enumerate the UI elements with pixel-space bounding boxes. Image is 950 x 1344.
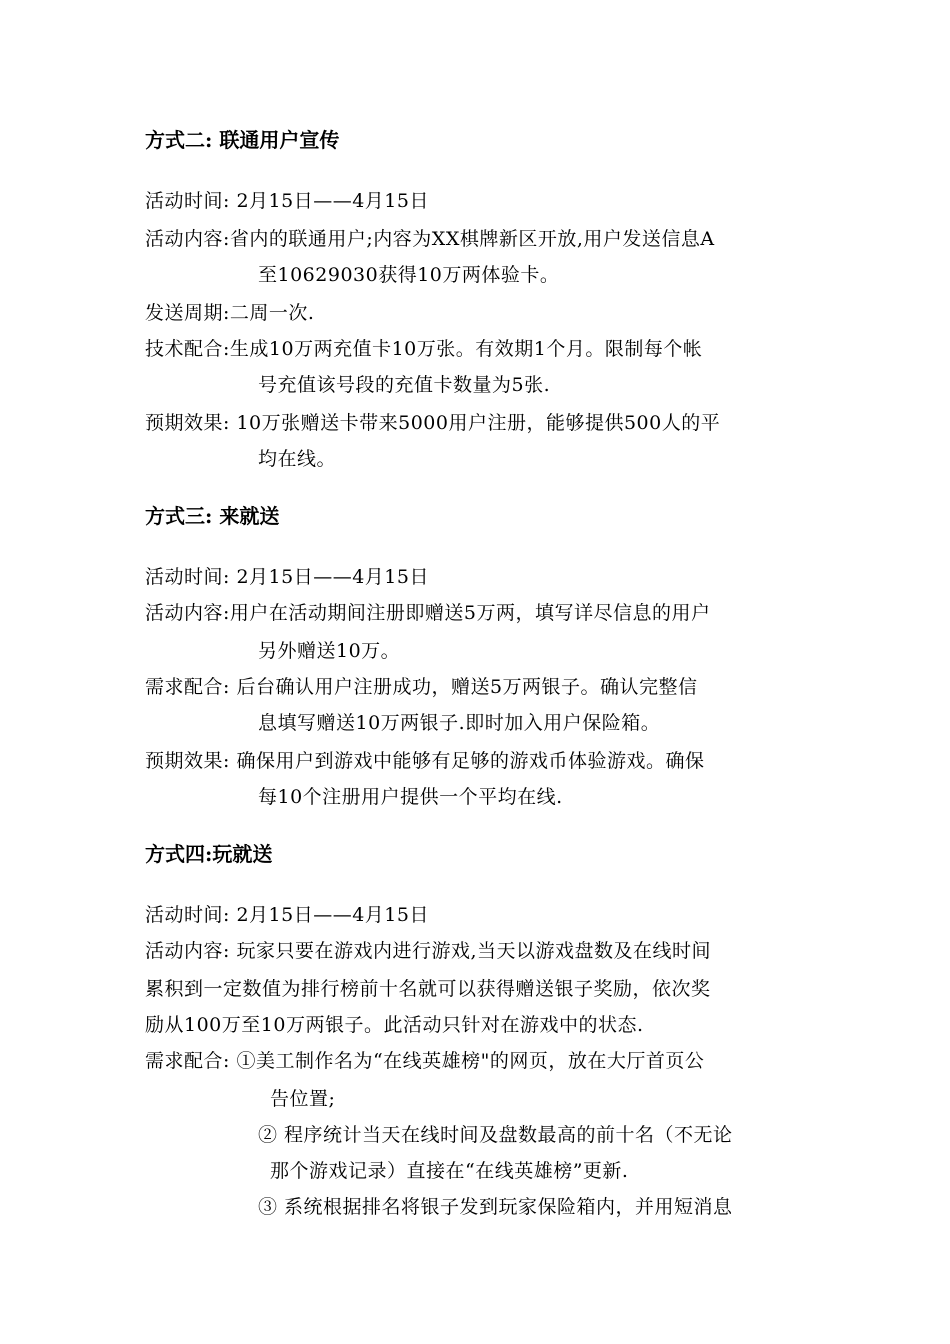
- text-line: ② 程序统计当天在线时间及盘数最高的前十名（不无论: [258, 1124, 733, 1146]
- text-line: 活动内容: 玩家只要在游戏内进行游戏,当天以游戏盘数及在线时间: [145, 940, 711, 962]
- text-line: 活动时间: 2月15日——4月15日: [145, 904, 429, 926]
- text-line: 累积到一定数值为排行榜前十名就可以获得赠送银子奖励，依次奖: [145, 978, 711, 1000]
- text-line: 活动内容:省内的联通用户;内容为XX棋牌新区开放,用户发送信息A: [145, 228, 715, 250]
- text-line: 预期效果: 确保用户到游戏中能够有足够的游戏币体验游戏。确保: [145, 750, 705, 772]
- text-line: 告位置;: [270, 1088, 336, 1110]
- section-heading: 方式二: 联通用户宣传: [145, 128, 340, 152]
- text-line: 另外赠送10万。: [258, 640, 401, 662]
- text-line: 号充值该号段的充值卡数量为5张.: [258, 374, 551, 396]
- text-line: 需求配合: ①美工制作名为“在线英雄榜"的网页，放在大厅首页公: [145, 1050, 705, 1072]
- text-line: 活动时间: 2月15日——4月15日: [145, 566, 429, 588]
- text-line: 至10629030获得10万两体验卡。: [258, 264, 560, 286]
- text-line: 活动时间: 2月15日——4月15日: [145, 190, 429, 212]
- text-line: 需求配合: 后台确认用户注册成功，赠送5万两银子。确认完整信: [145, 676, 698, 698]
- text-line: 技术配合:生成10万两充值卡10万张。有效期1个月。限制每个帐: [145, 338, 703, 360]
- text-line: 励从100万至10万两银子。此活动只针对在游戏中的状态.: [145, 1014, 644, 1036]
- text-line: 均在线。: [258, 448, 337, 470]
- section-heading: 方式四:玩就送: [145, 842, 273, 866]
- text-line: 预期效果: 10万张赠送卡带来5000用户注册，能够提供500人的平: [145, 412, 721, 434]
- section-heading: 方式三: 来就送: [145, 504, 280, 528]
- text-line: ③ 系统根据排名将银子发到玩家保险箱内，并用短消息: [258, 1196, 733, 1218]
- text-line: 发送周期:二周一次.: [145, 302, 315, 324]
- text-line: 息填写赠送10万两银子.即时加入用户保险箱。: [258, 712, 661, 734]
- text-line: 那个游戏记录）直接在“在线英雄榜”更新.: [270, 1160, 629, 1182]
- text-line: 活动内容:用户在活动期间注册即赠送5万两，填写详尽信息的用户: [145, 602, 711, 624]
- text-line: 每10个注册用户提供一个平均在线.: [258, 786, 563, 808]
